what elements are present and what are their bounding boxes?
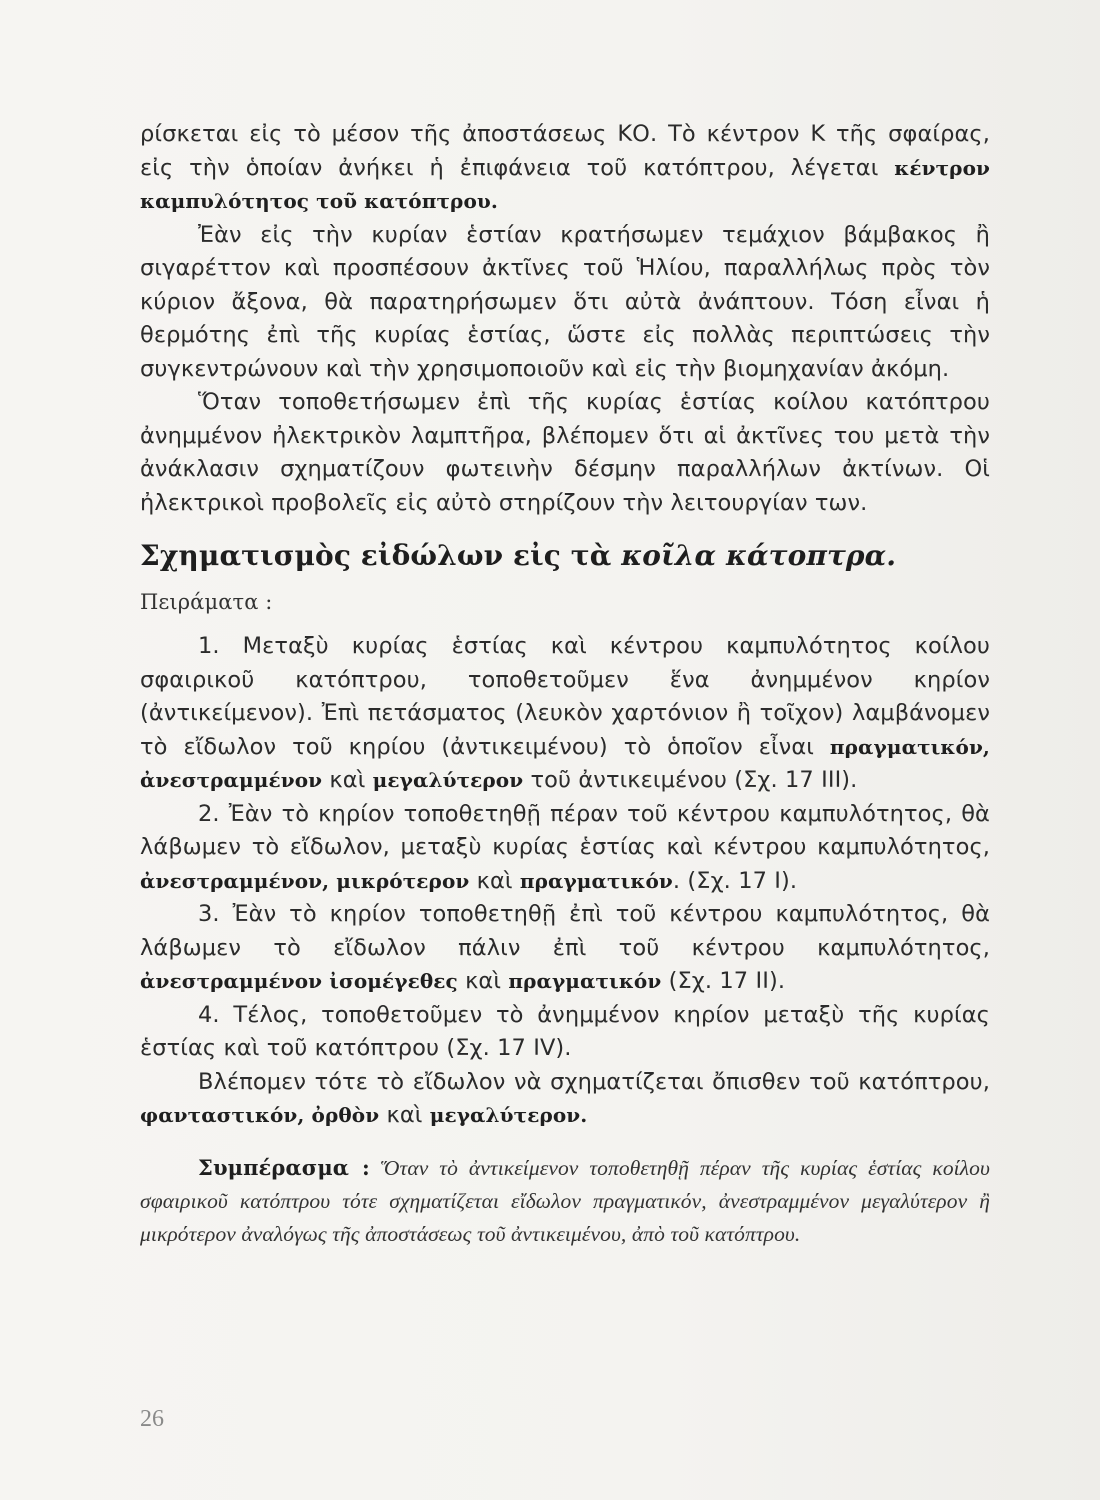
conclusion-label: Συμπέρασμα :	[198, 1154, 370, 1180]
item-term: πραγματικόν	[519, 868, 673, 893]
item-text: 3. Ἐὰν τὸ κηρίον τοποθετηθῇ ἐπὶ τοῦ κέντρου καμπυλότητος, θὰ λάβωμεν τὸ εἴδωλον πάλιν ἐπὶ τοῦ κέντρου καμπυλότητος,	[140, 901, 990, 961]
paragraph-text: ρίσκεται εἰς τὸ μέσον τῆς ἀποστάσεως ΚΟ. Τὸ κέντρον Κ τῆς σφαίρας, εἰς τὴν ὁποίαν ἀνήκει ἡ ἐπιφάνεια τοῦ κατόπτρου, λέγεται	[140, 121, 990, 181]
item-term: μεγαλύτερον.	[429, 1103, 588, 1127]
section-heading	[140, 536, 990, 576]
item-text: καὶ	[469, 867, 520, 894]
item-text: 1. Μεταξὺ κυρίας ἑστίας καὶ κέντρου καμπυλότητος κοίλου σφαιρικοῦ κατόπτρου, τοποθετοῦμεν ἕνα ἀνημμένον κηρίον (ἀντικείμενον). Ἐπὶ πετάσματος (λευκὸν χαρτόνιον ἢ τοῖχον) λαμβάνομεν τὸ εἴδωλον τοῦ κηρίου (ἀντικειμένου) τὸ ὁποῖον εἶναι	[140, 633, 990, 760]
item-text: 2. Ἐὰν τὸ κηρίον τοποθετηθῇ πέραν τοῦ κέντρου καμπυλότητος, θὰ λάβωμεν τὸ εἴδωλον, μεταξὺ κυρίας ἑστίας καὶ κέντρου καμπυλότητος,	[140, 800, 990, 860]
item-text: . (Σχ. 17 Ι).	[672, 867, 798, 894]
sub-heading-experiments: Πειράματα :	[140, 590, 273, 614]
conclusion-text: Ὅταν τὸ ἀντικείμενον τοποθετηθῇ πέραν τῆς κυρίας ἑστίας κοίλου σφαιρικοῦ κατόπτρου τότε σχηματίζεται εἴδωλον πραγματικόν, ἀνεστραμμένον μεγαλύτερον ἢ μικρότερον ἀναλόγως τῆς ἀποστάσεως τοῦ ἀντικειμένου, ἀπὸ τοῦ κατόπτρου.	[140, 1155, 990, 1246]
section-heading-italic: κοῖλα κάτοπτρα.	[621, 539, 897, 572]
item-term: ἀνεστραμμένον ἰσομέγεθες	[140, 969, 458, 993]
page-number: 26	[140, 1406, 164, 1432]
item-text: καὶ	[379, 1102, 430, 1128]
paragraph-curvature-center	[140, 118, 990, 219]
item-term: μεγαλύτερον	[372, 768, 524, 792]
paragraph-focus-heat: Ἐὰν εἰς τὴν κυρίαν ἑστίαν κρατήσωμεν τεμάχιον βάμβακος ἢ σιγαρέττον καὶ προσπέσουν ἀκτῖνες τοῦ Ἡλίου, παραλλήλως πρὸς τὸν κύριον ἄξονα, θὰ παρατηρήσωμεν ὅτι αὐτὰ ἀνάπτουν. Τόση εἶναι ἡ θερμότης ἐπὶ τῆς κυρίας ἑστίας, ὥστε εἰς πολλὰς περιπτώσεις τὴν συγκεντρώνουν καὶ τὴν χρησιμοποιοῦν καὶ εἰς τὴν βιομηχανίαν ἀκόμη.	[140, 221, 990, 382]
item-text: καὶ	[322, 767, 373, 793]
conclusion	[140, 1151, 990, 1251]
item-text: (Σχ. 17 ΙΙ).	[661, 968, 786, 994]
experiment-item-4: 4. Τέλος, τοποθετοῦμεν τὸ ἀνημμένον κηρίον μεταξὺ τῆς κυρίας ἑστίας καὶ τοῦ κατόπτρου (Σχ. 17 ΙV).	[140, 1001, 990, 1061]
item-term: πραγματικόν, ἀνεστραμμένον	[140, 734, 990, 792]
item-term: ἀνεστραμμένον, μικρότερον	[140, 868, 470, 893]
page-body	[140, 118, 990, 1251]
experiment-result	[140, 1066, 990, 1133]
item-text: καὶ	[457, 968, 509, 994]
experiment-item-2	[140, 798, 990, 899]
item-text: Βλέπομεν τότε τὸ εἴδωλον νὰ σχηματίζεται ὄπισθεν τοῦ κατόπτρου,	[198, 1068, 990, 1095]
item-term: πραγματικόν	[508, 969, 662, 993]
experiment-item-3	[140, 898, 990, 999]
item-term: φανταστικόν, ὀρθὸν	[140, 1103, 380, 1127]
experiment-item-1	[140, 630, 990, 798]
paragraph-projector: Ὅταν τοποθετήσωμεν ἐπὶ τῆς κυρίας ἑστίας κοίλου κατόπτρου ἀνημμένον ἠλεκτρικὸν λαμπτῆρα, βλέπομεν ὅτι αἱ ἀκτῖνες του μετὰ τὴν ἀνάκλασιν σχηματίζουν φωτεινὴν δέσμην παραλλήλων ἀκτίνων. Οἱ ἠλεκτρικοὶ προβολεῖς εἰς αὐτὸ στηρίζουν τὴν λειτουργίαν των.	[140, 389, 990, 516]
term-center-of-curvature: κέντρον καμπυλότητος τοῦ κατόπτρου.	[140, 155, 990, 213]
item-text: τοῦ ἀντικειμένου (Σχ. 17 ΙΙΙ).	[523, 767, 858, 793]
section-heading-text: Σχηματισμὸς εἰδώλων εἰς τὰ	[140, 539, 622, 572]
